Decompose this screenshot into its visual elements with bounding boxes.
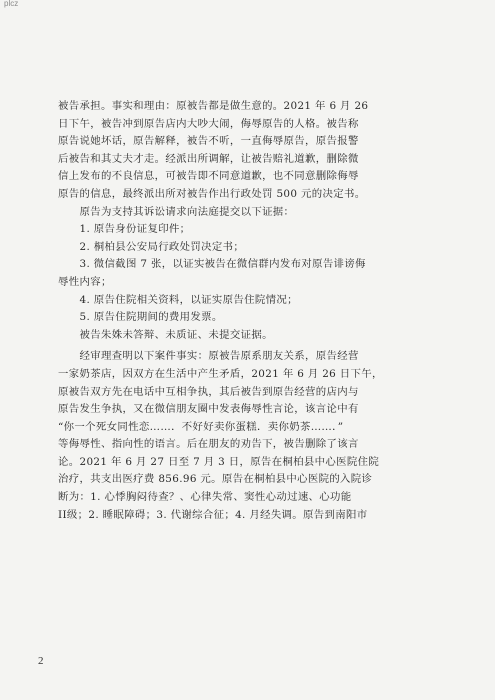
text-line: “你一个死女同性恋……．不好好卖你蛋糕．卖你奶茶……．” xyxy=(58,420,344,433)
text-line: 3. 微信截图 7 张，以证实被告在微信群内发布对原告诽谤侮 xyxy=(58,258,366,271)
text-line: 原告说她坏话，原告解释，被告不听，一直侮辱原告，原告报警 xyxy=(58,135,359,148)
page-number: 2 xyxy=(38,655,44,667)
text-line: 断为：1. 心悸胸闷待查？、心律失常、窦性心动过速、心功能 xyxy=(58,491,352,504)
text-line: 日下午，被告冲到原告店内大吵大闹，侮辱原告的人格。被告称 xyxy=(58,117,359,130)
text-line: 被告朱姝未答辩、未质证、未提交证据。 xyxy=(58,328,273,341)
text-line: 4. 原告住院相关资料，以证实原告住院情况； xyxy=(58,293,298,306)
text-line: 原告为支持其诉讼请求向法庭提交以下证据： xyxy=(58,205,295,218)
text-line: 信上发布的不良信息，可被告即不同意道歉，也不同意删除侮辱 xyxy=(58,170,359,183)
text-line: 一家奶茶店，因双方在生活中产生矛盾，2021 年 6 月 26 日下午， xyxy=(58,367,383,380)
scan-corner-mark: plcz xyxy=(4,0,19,8)
text-line: 原告发生争执，又在微信朋友圈中发表侮辱性言论，该言论中有 xyxy=(58,403,359,416)
text-line: 论。2021 年 6 月 27 日至 7 月 3 日，原告在桐柏县中心医院住院 xyxy=(58,455,380,468)
text-line: 经审理查明以下案件事实：原被告原系朋友关系，原告经营 xyxy=(58,350,359,363)
text-line: 被告承担。事实和理由：原被告都是做生意的。2021 年 6 月 26 xyxy=(58,100,369,112)
text-line: 辱性内容； xyxy=(58,275,112,288)
document-body xyxy=(58,98,420,524)
text-line: 5. 原告住院期间的费用发票。 xyxy=(58,311,223,324)
text-line: 后被告和其丈夫才走。经派出所调解，让被告赔礼道歉，删除微 xyxy=(58,152,359,165)
text-line: II级；2. 睡眠障碍；3. 代谢综合征；4. 月经失调。原告到南阳市 xyxy=(58,508,368,521)
text-line: 原被告双方先在电话中互相争执，其后被告到原告经营的店内与 xyxy=(58,385,359,398)
text-line: 治疗，共支出医疗费 856.96 元。原告在桐柏县中心医院的入院诊 xyxy=(58,473,373,486)
text-line: 1. 原告身份证复印件； xyxy=(58,223,191,236)
text-line: 2. 桐柏县公安局行政处罚决定书； xyxy=(58,240,245,253)
text-line: 等侮辱性、指向性的语言。后在朋友的劝告下，被告删除了该言 xyxy=(58,438,359,451)
text-line: 原告的信息，最终派出所对被告作出行政处罚 500 元的决定书。 xyxy=(58,187,366,200)
